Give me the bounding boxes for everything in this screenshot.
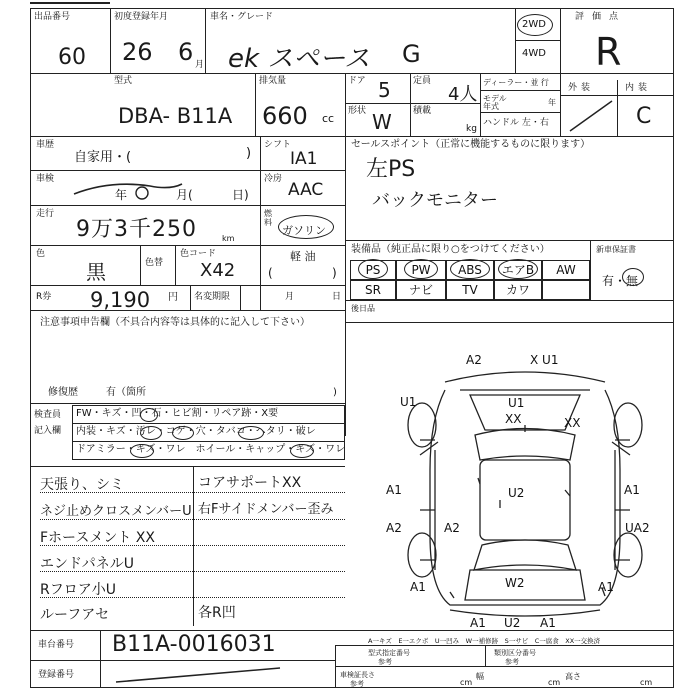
shape-label: 形状 [348, 106, 367, 116]
mark-right-ua2: UA2 [625, 521, 650, 535]
circle-mirror-scratch [130, 444, 154, 458]
drive-2wd-circle [517, 14, 553, 36]
shape-value: W [372, 110, 392, 134]
note-3: ネジ止めクロスメンバーU [40, 504, 192, 519]
equip-leather: カワ [494, 280, 542, 300]
exterior-label: 外装 [568, 83, 595, 93]
history-label: 車歴 [36, 140, 55, 150]
capacity-value: 4人 [448, 84, 478, 105]
top-mark [30, 2, 110, 4]
displacement-label: 排気量 [259, 76, 287, 86]
inspection-strike [70, 176, 190, 202]
equip-sr: SR [350, 280, 396, 300]
sales-label: セールスポイント（正常に機能するものに限ります） [351, 139, 591, 150]
mark-bumper-a1b: A1 [540, 616, 556, 630]
drive-2wd: 2WD [522, 19, 546, 30]
fuel-value: ガソリン [282, 224, 326, 237]
inspector-label2: 記入欄 [34, 426, 62, 436]
first-reg-month: 6 [178, 38, 194, 66]
mark-hood-xx: XX [505, 412, 522, 426]
equip-empty [542, 280, 590, 300]
recolor-label: 色替 [145, 258, 164, 268]
fuel-light: 軽 油 [290, 250, 316, 263]
sales-line2: バックモニター [372, 190, 498, 211]
chassis-value: B11A-0016031 [112, 632, 276, 657]
shift-label: シフト [264, 140, 292, 150]
history-close: ) [246, 146, 252, 161]
mark-left-fender: U1 [400, 395, 417, 409]
circle-abs [450, 259, 490, 279]
recycle-unit: 円 [168, 292, 178, 303]
length-ref: 参考 [350, 680, 364, 688]
warranty-label: 新車保証書 [596, 245, 636, 254]
circle-stain [140, 426, 162, 440]
recycle-label: R券 [36, 292, 52, 302]
equip-ps: PS [350, 260, 396, 280]
handle-label: ハンドル 左・右 [483, 118, 549, 128]
circle-ps [358, 259, 388, 279]
reg-label: 登録番号 [38, 670, 75, 680]
score-value: R [595, 30, 622, 74]
mark-center: A2 [444, 521, 460, 535]
model-year-label: モデル 年式 [483, 94, 507, 111]
circle-tobacco [238, 426, 264, 440]
equipment-label: 装備品（純正品に限り○をつけてください） [351, 244, 550, 255]
year-unit: 年 [548, 98, 556, 107]
name-change-month: 月 [285, 292, 295, 302]
circle-airbag [498, 259, 538, 279]
color-value: 黒 [86, 260, 106, 284]
mark-front-xu1: X U1 [530, 353, 559, 367]
equip-pw: PW [396, 260, 446, 280]
mark-hood: U1 [508, 396, 525, 410]
exterior-slash [562, 97, 616, 135]
inspector-row2: 内装・キズ・汚レ・コゲ・穴・タバコ・ヘタリ・破レ [76, 426, 316, 437]
inspector-label1: 検査員 [34, 410, 62, 420]
lot-number: 60 [58, 45, 86, 70]
after-label: 後日品 [351, 304, 375, 313]
color-label: 色 [36, 249, 46, 259]
type-value: DBA- B11A [118, 104, 233, 128]
mark-left-door: A1 [386, 483, 402, 497]
inspection-label: 車検 [36, 174, 55, 184]
circle-wheel-scratch [290, 444, 314, 458]
note-2: コアサポートXX [198, 475, 302, 491]
mileage-label: 走行 [36, 209, 55, 219]
equip-abs: ABS [446, 260, 494, 280]
declare-label: 注意事項申告欄（不具合内容等は具体的に記入して下さい） [40, 317, 310, 328]
length-label: 車検証長さ [340, 671, 375, 679]
color-code-label: 色コード [180, 249, 217, 259]
mark-rear-right: A1 [598, 580, 614, 594]
chassis-label: 車台番号 [38, 640, 75, 650]
capacity-label: 定員 [413, 76, 432, 86]
fuel-label: 燃料 [264, 209, 272, 227]
doors-value: 5 [378, 78, 391, 102]
mark-rear-left: A1 [410, 580, 426, 594]
repair-close: ) [333, 387, 337, 398]
load-label: 積載 [413, 106, 432, 116]
damage-legend: A一キズ E一エクボ U一凹み W一補修跡 S一サビ C一腐食 XX一交換済 [368, 637, 601, 645]
note-12: 各R凹 [198, 605, 236, 621]
class-ref: 参考 [505, 658, 519, 666]
fuel-circle [278, 215, 334, 239]
width-cm: cm [548, 678, 561, 687]
note-4: 右Fサイドメンバー歪み [198, 502, 334, 517]
circle-pw [404, 259, 438, 279]
note-7: エンドパネルU [40, 556, 134, 572]
circle-warranty-none [622, 268, 644, 286]
month-suffix: 月 [195, 60, 205, 70]
history-value: 自家用・( [74, 150, 132, 165]
inspection-year: 年 [115, 188, 128, 202]
recycle-value: 9,190 [90, 288, 151, 312]
equip-tv: TV [446, 280, 494, 300]
color-code-value: X42 [200, 260, 236, 281]
first-reg-label: 初度登録年月 [114, 12, 169, 22]
circle-dent [140, 408, 158, 422]
warranty-value: 有・無 [602, 274, 639, 288]
mark-front-a2: A2 [466, 353, 482, 367]
ac-label: 冷房 [264, 174, 283, 184]
color-paren-close: ) [332, 266, 337, 280]
inspection-day: 日) [232, 188, 249, 202]
equip-navi: ナビ [396, 280, 446, 300]
model-grade-label: 車名・グレード [210, 12, 274, 22]
grade: G [402, 40, 421, 68]
class-label: 類別区分番号 [494, 649, 536, 657]
spec-ref: 参考 [378, 658, 392, 666]
type-label: 型式 [114, 76, 133, 86]
name-change-label: 名変期限 [194, 292, 231, 302]
reg-strike [110, 664, 290, 686]
note-11: ルーフアセ [40, 607, 110, 623]
score-label: 評価点 [575, 12, 627, 22]
mileage-value: 9万3千250 [76, 217, 197, 242]
dealer-label: ディーラー・並 行 [483, 78, 549, 87]
name-change-day: 日 [332, 292, 342, 302]
repair-label: 修復歴 [48, 387, 78, 398]
inspector-row1: FW・キズ・凹・石・ヒビ割・リペア跡・X要 [76, 408, 279, 419]
width-label: 幅 [476, 672, 484, 681]
displacement-unit: cc [322, 112, 335, 125]
mark-trunk: W2 [505, 576, 525, 590]
equip-aw: AW [542, 260, 590, 280]
shift-value: IA1 [290, 149, 318, 169]
mark-right-door: A1 [624, 483, 640, 497]
ac-value: AAC [288, 180, 324, 200]
model-name: ek スペース [228, 44, 371, 74]
note-9: Rフロア小U [40, 582, 116, 598]
lot-label: 出品番号 [34, 12, 71, 22]
drive-4wd: 4WD [522, 48, 546, 59]
mileage-unit: km [222, 234, 235, 243]
inspector-row3: ドアミラー・キズ・ワレ ホイール・キャップ・キズ・ワレ [76, 444, 346, 455]
mark-bumper-a1: A1 [470, 616, 486, 630]
height-cm: cm [640, 678, 653, 687]
circle-burn [172, 426, 194, 440]
displacement-value: 660 [262, 102, 308, 130]
height-label: 高さ [565, 672, 581, 681]
load-unit: kg [466, 124, 477, 134]
spec-label: 型式指定番号 [368, 649, 410, 657]
mark-roof: U2 [508, 486, 525, 500]
doors-label: ドア [348, 76, 366, 86]
inspection-month: 月( [176, 188, 193, 202]
mark-right-fender: XX [564, 416, 581, 430]
mark-bumper-u2: U2 [504, 616, 521, 630]
interior-value: C [636, 104, 652, 129]
sales-line1: 左PS [366, 157, 416, 182]
note-1: 天張り、シミ [40, 477, 124, 493]
equip-airbag: エアB [494, 260, 542, 280]
color-paren-open: ( [268, 266, 273, 280]
repair-value: 有（箇所 [106, 387, 146, 398]
length-cm: cm [460, 678, 473, 687]
first-reg-year: 26 [122, 38, 153, 66]
interior-label: 内装 [625, 83, 652, 93]
mark-left-rear: A2 [386, 521, 402, 535]
note-5: Fホースメント XX [40, 530, 155, 546]
